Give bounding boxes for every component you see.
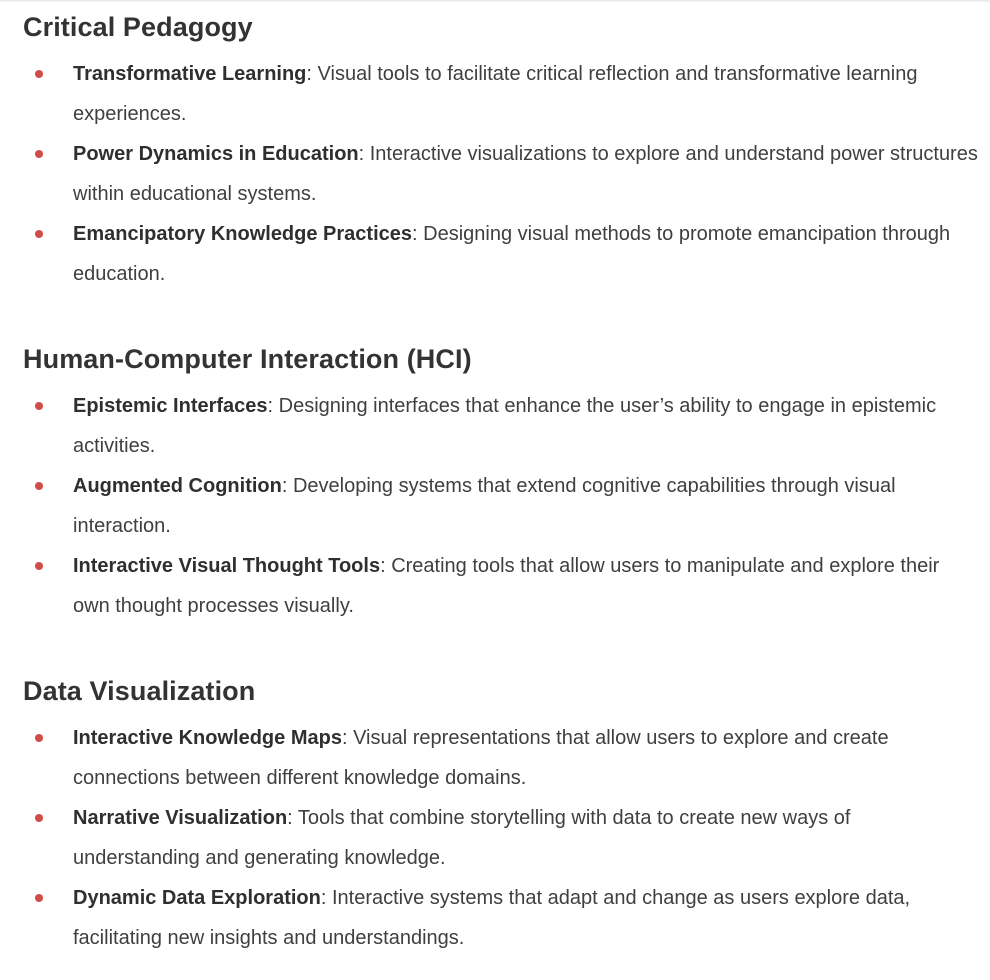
bullet-list (23, 718, 978, 958)
bullet-icon (35, 894, 43, 902)
section-critical-pedagogy (23, 8, 978, 294)
bullet-icon (35, 562, 43, 570)
item-term: Dynamic Data Exploration (73, 887, 321, 909)
list-item (23, 546, 978, 626)
item-term: Narrative Visualization (73, 807, 288, 829)
bullet-icon (35, 70, 43, 78)
item-term: Transformative Learning (73, 63, 307, 85)
bullet-icon (35, 482, 43, 490)
item-description: : Visual representations that allow users to explore and create connections between different knowledge domains. (73, 727, 889, 789)
item-description: : Designing visual methods to promote emancipation through education. (73, 223, 951, 285)
item-description: : Creating tools that allow users to manipulate and explore their own thought processes visually. (73, 555, 940, 617)
section-data-visualization (23, 672, 978, 958)
list-item (23, 54, 978, 134)
bullet-icon (35, 230, 43, 238)
bullet-icon (35, 402, 43, 410)
bullet-list (23, 54, 978, 294)
list-item (23, 718, 978, 798)
item-description: : Tools that combine storytelling with data to create new ways of understanding and generating knowledge. (73, 807, 851, 869)
item-term: Epistemic Interfaces (73, 395, 268, 417)
list-item (23, 386, 978, 466)
section-hci (23, 340, 978, 626)
item-description: : Interactive visualizations to explore and understand power structures within educational systems. (73, 143, 978, 205)
top-divider (0, 0, 990, 2)
list-item (23, 466, 978, 546)
bullet-icon (35, 150, 43, 158)
bullet-list (23, 386, 978, 626)
section-heading: Critical Pedagogy (23, 12, 253, 42)
item-description: : Visual tools to facilitate critical reflection and transformative learning experiences. (73, 63, 918, 125)
item-term: Interactive Visual Thought Tools (73, 555, 381, 577)
item-description: : Developing systems that extend cognitive capabilities through visual interaction. (73, 475, 896, 537)
list-item (23, 214, 978, 294)
item-term: Emancipatory Knowledge Practices (73, 223, 413, 245)
item-description: : Designing interfaces that enhance the user’s ability to engage in epistemic activities. (73, 395, 937, 457)
section-heading: Data Visualization (23, 676, 256, 706)
item-description: : Interactive systems that adapt and change as users explore data, facilitating new insights and understandings. (73, 887, 911, 949)
bullet-icon (35, 734, 43, 742)
item-term: Interactive Knowledge Maps (73, 727, 342, 749)
document-content (23, 8, 978, 958)
list-item (23, 134, 978, 214)
list-item (23, 798, 978, 878)
item-term: Power Dynamics in Education (73, 143, 359, 165)
bullet-icon (35, 814, 43, 822)
list-item (23, 878, 978, 958)
section-heading: Human-Computer Interaction (HCI) (23, 344, 472, 374)
item-term: Augmented Cognition (73, 475, 282, 497)
